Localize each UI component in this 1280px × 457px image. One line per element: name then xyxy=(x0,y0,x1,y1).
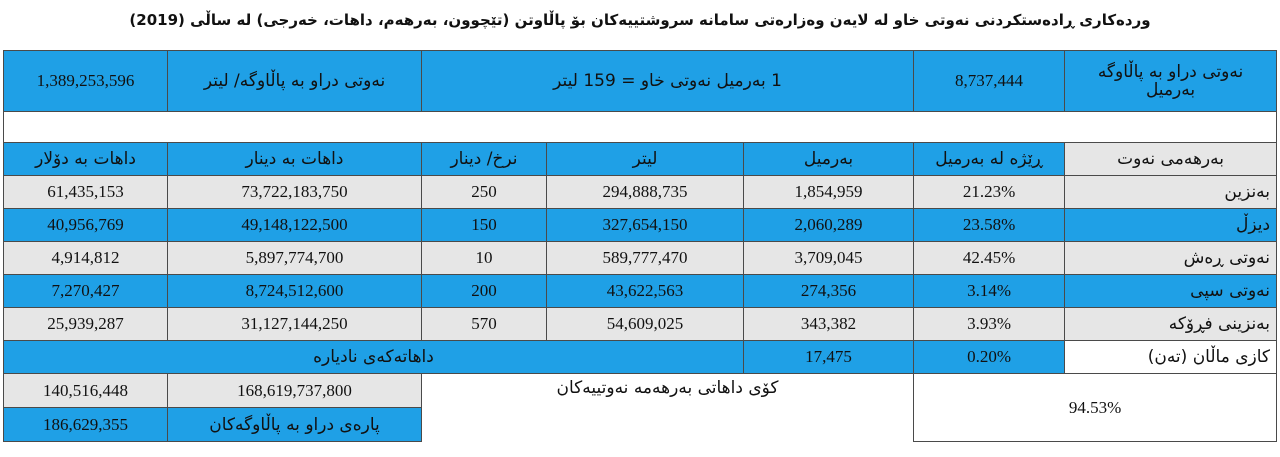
spacer-row xyxy=(4,112,1277,143)
refinery-oil-liters-label: نەوتی دراو بە پاڵاوگە/ لیتر xyxy=(168,51,422,112)
cell-revenue-dollar: 7,270,427 xyxy=(4,275,168,308)
header-revenue-dollar: داهات بە دۆلار xyxy=(4,143,168,176)
total-revenue-dollar: 140,516,448 xyxy=(4,374,168,408)
cell-liter: 589,777,470 xyxy=(547,242,744,275)
cell-product: نەوتی ڕەش xyxy=(1065,242,1277,275)
total-revenue-dinar: 168,619,737,800 xyxy=(168,374,422,408)
header-barrel: بەرمیل xyxy=(744,143,914,176)
cell-liter: 54,609,025 xyxy=(547,308,744,341)
cell-rate: 570 xyxy=(422,308,547,341)
spacer-cell xyxy=(4,112,1277,143)
total-ratio: 94.53% xyxy=(914,374,1277,442)
cell-revenue-dinar: 73,722,183,750 xyxy=(168,176,422,209)
header-product: بەرهەمی نەوت xyxy=(1065,143,1277,176)
paid-label: پارەی دراو بە پاڵاوگەکان xyxy=(168,408,422,442)
cell-barrel: 17,475 xyxy=(744,341,914,374)
cell-liter: 294,888,735 xyxy=(547,176,744,209)
cell-revenue-dollar: 40,956,769 xyxy=(4,209,168,242)
cell-rate: 250 xyxy=(422,176,547,209)
cell-revenue-dinar: 8,724,512,600 xyxy=(168,275,422,308)
header-rate: نرخ/ دینار xyxy=(422,143,547,176)
table-row xyxy=(4,209,1277,242)
header-row xyxy=(4,143,1277,176)
cell-product: بەنزین xyxy=(1065,176,1277,209)
refinery-oil-barrels-value: 8,737,444 xyxy=(914,51,1065,112)
cell-liter: 327,654,150 xyxy=(547,209,744,242)
summary-row xyxy=(4,51,1277,112)
cell-liter: 43,622,563 xyxy=(547,275,744,308)
conversion-note: 1 بەرمیل نەوتی خاو = 159 لیتر xyxy=(422,51,914,112)
cell-ratio: 23.58% xyxy=(914,209,1065,242)
cell-revenue-dinar: 5,897,774,700 xyxy=(168,242,422,275)
cell-rate: 10 xyxy=(422,242,547,275)
table-row xyxy=(4,242,1277,275)
cell-barrel: 3,709,045 xyxy=(744,242,914,275)
gas-row xyxy=(4,341,1277,374)
paid-dollar: 186,629,355 xyxy=(4,408,168,442)
cell-ratio: 42.45% xyxy=(914,242,1065,275)
cell-ratio: 0.20% xyxy=(914,341,1065,374)
cell-ratio: 3.14% xyxy=(914,275,1065,308)
cell-revenue-dinar: 49,148,122,500 xyxy=(168,209,422,242)
refinery-table xyxy=(3,50,1277,442)
cell-product: کازی ماڵان (تەن) xyxy=(1065,341,1277,374)
cell-barrel: 343,382 xyxy=(744,308,914,341)
cell-product: نەوتی سپی xyxy=(1065,275,1277,308)
refinery-oil-barrels-label: نەوتی دراو بە پاڵاوگە بەرمیل xyxy=(1065,51,1277,112)
cell-product: دیزڵ xyxy=(1065,209,1277,242)
cell-revenue-dollar: 61,435,153 xyxy=(4,176,168,209)
cell-revenue-dollar: 4,914,812 xyxy=(4,242,168,275)
header-liter: لیتر xyxy=(547,143,744,176)
header-ratio: ڕێژە لە بەرمیل xyxy=(914,143,1065,176)
cell-ratio: 3.93% xyxy=(914,308,1065,341)
cell-revenue-dollar: 25,939,287 xyxy=(4,308,168,341)
page-title: وردەکاری ڕادەستکردنی نەوتی خاو لە لایەن وەزارەتی سامانە سروشتییەکان بۆ پاڵاوتن (تێچوون، بەرهەم، داهات، خەرجی) لە ساڵی (2019) xyxy=(129,11,1151,29)
totals-row xyxy=(4,374,1277,408)
cell-barrel: 1,854,959 xyxy=(744,176,914,209)
refinery-oil-liters-value: 1,389,253,596 xyxy=(4,51,168,112)
table-row xyxy=(4,275,1277,308)
revenue-unknown-note: داهاتەکەی نادیارە xyxy=(4,341,744,374)
cell-ratio: 21.23% xyxy=(914,176,1065,209)
cell-revenue-dinar: 31,127,144,250 xyxy=(168,308,422,341)
cell-product: بەنزینی فڕۆکە xyxy=(1065,308,1277,341)
header-revenue-dinar: داهات بە دینار xyxy=(168,143,422,176)
cell-barrel: 274,356 xyxy=(744,275,914,308)
cell-rate: 200 xyxy=(422,275,547,308)
cell-barrel: 2,060,289 xyxy=(744,209,914,242)
cell-rate: 150 xyxy=(422,209,547,242)
table-row xyxy=(4,308,1277,341)
table-row xyxy=(4,176,1277,209)
total-revenue-label: کۆی داهاتی بەرهەمە نەوتییەکان xyxy=(422,374,914,442)
